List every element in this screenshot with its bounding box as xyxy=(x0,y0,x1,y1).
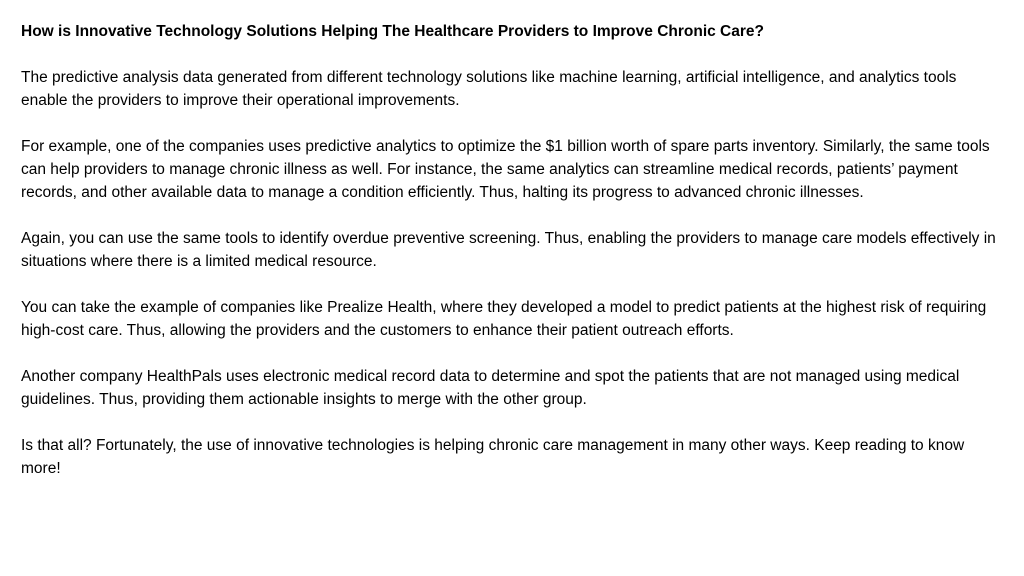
paragraph-example-spare-parts: For example, one of the companies uses predictive analytics to optimize the $1 billion worth of spare parts inventory. Similarly, the same tools can help providers to manage chronic illness as well. For instance, the same analytics can streamline medical records, patients’ payment records, and other available data to manage a condition efficiently. Thus, halting its progress to advanced chronic illnesses. xyxy=(21,138,990,201)
paragraph-preventive-screening: Again, you can use the same tools to identify overdue preventive screening. Thus, enabling the providers to manage care models effectively in situations where there is a limited medical resource. xyxy=(21,230,996,270)
paragraph-prealize-health: You can take the example of companies like Prealize Health, where they developed a model to predict patients at the highest risk of requiring high-cost care. Thus, allowing the providers and the customers to enhance their patient outreach efforts. xyxy=(21,299,987,339)
paragraph-closing: Is that all? Fortunately, the use of innovative technologies is helping chronic care management in many other ways. Keep reading to know more! xyxy=(21,437,965,477)
paragraph-predictive-analysis: The predictive analysis data generated from different technology solutions like machine learning, artificial intelligence, and analytics tools enable the providers to improve their operational improvements. xyxy=(21,69,957,109)
page-title: How is Innovative Technology Solutions Helping The Healthcare Providers to Improve Chronic Care? xyxy=(21,23,764,40)
paragraph-healthpals: Another company HealthPals uses electronic medical record data to determine and spot the patients that are not managed using medical guidelines. Thus, providing them actionable insights to merge with the other group. xyxy=(21,368,960,408)
